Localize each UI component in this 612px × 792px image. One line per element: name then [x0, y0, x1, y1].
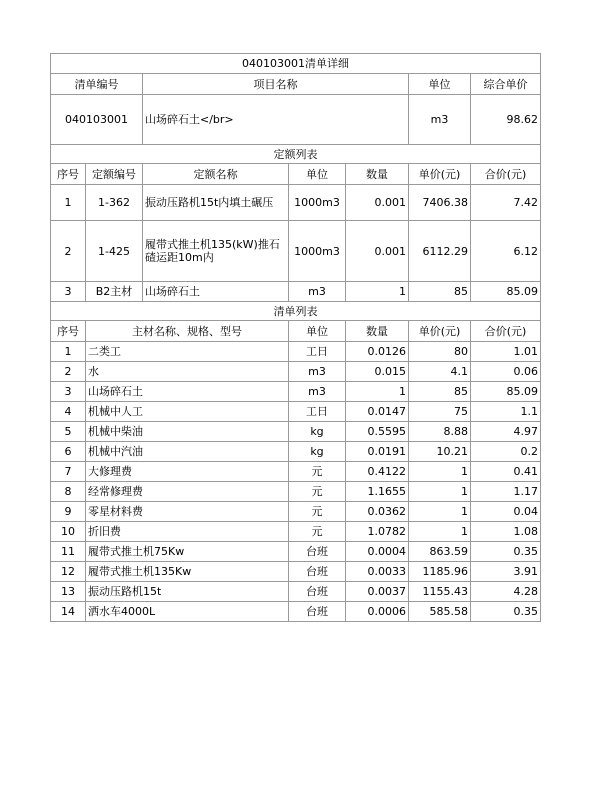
quota-name: 山场碎石土: [143, 282, 289, 302]
list-row: [51, 502, 541, 522]
list-name-header: 主材名称、规格、型号: [86, 321, 289, 342]
quota-row: [51, 221, 541, 282]
list-row-number: 8: [51, 482, 86, 502]
quota-unit: 1000m3: [289, 185, 346, 221]
list-item-quantity: 0.0191: [346, 442, 409, 462]
list-item-name: 振动压路机15t: [86, 582, 289, 602]
material-list-body: [51, 342, 541, 622]
list-row-number: 10: [51, 522, 86, 542]
quota-qty-header: 数量: [346, 164, 409, 185]
bill-unit-header: 单位: [409, 74, 471, 95]
quota-code: 1-425: [86, 221, 143, 282]
list-row-number: 13: [51, 582, 86, 602]
quota-quantity: 1: [346, 282, 409, 302]
quota-unit-price: 85: [409, 282, 471, 302]
quota-no-header: 序号: [51, 164, 86, 185]
list-item-quantity: 0.0147: [346, 402, 409, 422]
list-item-quantity: 1.1655: [346, 482, 409, 502]
list-item-name: 山场碎石土: [86, 382, 289, 402]
quota-quantity: 0.001: [346, 185, 409, 221]
list-unit-header: 单位: [289, 321, 346, 342]
list-item-name: 水: [86, 362, 289, 382]
list-item-quantity: 0.0362: [346, 502, 409, 522]
list-item-unit: m3: [289, 382, 346, 402]
list-row: [51, 562, 541, 582]
quota-quantity: 0.001: [346, 221, 409, 282]
list-item-unit-price: 85: [409, 382, 471, 402]
list-item-name: 机械中柴油: [86, 422, 289, 442]
list-row-number: 11: [51, 542, 86, 562]
bill-code: 040103001: [51, 95, 143, 145]
list-item-name: 履带式推土机135Kw: [86, 562, 289, 582]
list-row-number: 3: [51, 382, 86, 402]
list-item-unit-price: 863.59: [409, 542, 471, 562]
list-item-total: 0.06: [471, 362, 541, 382]
quota-row-number: 3: [51, 282, 86, 302]
list-item-total: 1.01: [471, 342, 541, 362]
quota-section-title: 定额列表: [51, 145, 541, 164]
list-item-unit: 台班: [289, 602, 346, 622]
list-item-name: 大修理费: [86, 462, 289, 482]
list-item-total: 0.35: [471, 602, 541, 622]
list-item-unit: kg: [289, 442, 346, 462]
list-item-unit-price: 75: [409, 402, 471, 422]
list-header-row: [51, 321, 541, 342]
list-item-unit: 工日: [289, 342, 346, 362]
list-row: [51, 602, 541, 622]
list-row: [51, 462, 541, 482]
list-item-unit-price: 4.1: [409, 362, 471, 382]
list-item-total: 0.35: [471, 542, 541, 562]
list-item-unit-price: 1185.96: [409, 562, 471, 582]
quota-row: [51, 185, 541, 221]
quota-code: B2主材: [86, 282, 143, 302]
list-item-total: 0.04: [471, 502, 541, 522]
quota-code: 1-362: [86, 185, 143, 221]
list-item-name: 机械中人工: [86, 402, 289, 422]
list-row: [51, 342, 541, 362]
list-item-quantity: 1: [346, 382, 409, 402]
list-item-quantity: 1.0782: [346, 522, 409, 542]
bill-code-header: 清单编号: [51, 74, 143, 95]
list-item-unit: m3: [289, 362, 346, 382]
list-item-unit-price: 585.58: [409, 602, 471, 622]
quota-unit: m3: [289, 282, 346, 302]
bill-unit: m3: [409, 95, 471, 145]
bill-and-quota-section: [51, 54, 541, 342]
list-item-unit: 元: [289, 522, 346, 542]
bill-row: [51, 95, 541, 145]
list-item-unit: 元: [289, 482, 346, 502]
list-item-name: 履带式推土机75Kw: [86, 542, 289, 562]
list-item-unit: 台班: [289, 582, 346, 602]
bill-name-header: 项目名称: [143, 74, 409, 95]
document-title: 040103001清单详细: [51, 54, 541, 74]
list-item-unit-price: 1: [409, 502, 471, 522]
quota-unit-header: 单位: [289, 164, 346, 185]
list-qty-header: 数量: [346, 321, 409, 342]
list-item-unit: kg: [289, 422, 346, 442]
bill-header-row: [51, 74, 541, 95]
list-item-unit: 台班: [289, 542, 346, 562]
list-item-name: 经常修理费: [86, 482, 289, 502]
list-item-name: 机械中汽油: [86, 442, 289, 462]
list-row-number: 4: [51, 402, 86, 422]
bill-name: 山场碎石土</br>: [143, 95, 409, 145]
list-item-quantity: 0.4122: [346, 462, 409, 482]
list-row: [51, 382, 541, 402]
list-item-total: 4.28: [471, 582, 541, 602]
list-item-quantity: 0.015: [346, 362, 409, 382]
list-item-total: 0.2: [471, 442, 541, 462]
list-item-total: 85.09: [471, 382, 541, 402]
list-row: [51, 522, 541, 542]
list-row: [51, 402, 541, 422]
list-unit-price-header: 单价(元): [409, 321, 471, 342]
list-item-total: 3.91: [471, 562, 541, 582]
list-item-quantity: 0.0126: [346, 342, 409, 362]
list-item-unit-price: 10.21: [409, 442, 471, 462]
list-row: [51, 442, 541, 462]
list-item-quantity: 0.5595: [346, 422, 409, 442]
list-row: [51, 482, 541, 502]
quota-total: 7.42: [471, 185, 541, 221]
list-row: [51, 422, 541, 442]
list-total-header: 合价(元): [471, 321, 541, 342]
quota-unit-price-header: 单价(元): [409, 164, 471, 185]
list-row: [51, 362, 541, 382]
quota-total: 85.09: [471, 282, 541, 302]
list-item-unit: 元: [289, 462, 346, 482]
quota-unit-price: 7406.38: [409, 185, 471, 221]
list-row-number: 5: [51, 422, 86, 442]
list-row: [51, 582, 541, 602]
quota-header-row: [51, 164, 541, 185]
quota-name: 履带式推土机135(kW)推石碴运距10m内: [143, 221, 289, 282]
list-item-quantity: 0.0033: [346, 562, 409, 582]
quota-row: [51, 282, 541, 302]
list-row-number: 2: [51, 362, 86, 382]
list-item-unit: 工日: [289, 402, 346, 422]
quota-unit: 1000m3: [289, 221, 346, 282]
list-item-quantity: 0.0037: [346, 582, 409, 602]
list-item-name: 零星材料费: [86, 502, 289, 522]
list-item-total: 0.41: [471, 462, 541, 482]
list-row-number: 12: [51, 562, 86, 582]
list-item-name: 折旧费: [86, 522, 289, 542]
list-item-total: 1.1: [471, 402, 541, 422]
list-item-quantity: 0.0004: [346, 542, 409, 562]
quota-name-header: 定额名称: [143, 164, 289, 185]
list-item-unit-price: 8.88: [409, 422, 471, 442]
quota-row-number: 1: [51, 185, 86, 221]
list-no-header: 序号: [51, 321, 86, 342]
list-section-title-row: [51, 302, 541, 321]
list-item-total: 4.97: [471, 422, 541, 442]
list-item-unit-price: 1: [409, 482, 471, 502]
list-item-name: 二类工: [86, 342, 289, 362]
list-item-quantity: 0.0006: [346, 602, 409, 622]
list-item-total: 1.08: [471, 522, 541, 542]
title-row: [51, 54, 541, 74]
list-row-number: 14: [51, 602, 86, 622]
list-item-unit-price: 1: [409, 462, 471, 482]
list-item-unit: 台班: [289, 562, 346, 582]
quota-name: 振动压路机15t内填土碾压: [143, 185, 289, 221]
quota-section-title-row: [51, 145, 541, 164]
list-row-number: 6: [51, 442, 86, 462]
list-section-title: 清单列表: [51, 302, 541, 321]
bill-price-header: 综合单价: [471, 74, 541, 95]
bill-price: 98.62: [471, 95, 541, 145]
list-item-unit-price: 1155.43: [409, 582, 471, 602]
list-row-number: 9: [51, 502, 86, 522]
list-item-total: 1.17: [471, 482, 541, 502]
list-item-unit-price: 1: [409, 522, 471, 542]
bill-detail-table: [50, 53, 541, 622]
quota-unit-price: 6112.29: [409, 221, 471, 282]
quota-row-number: 2: [51, 221, 86, 282]
list-row-number: 1: [51, 342, 86, 362]
list-row: [51, 542, 541, 562]
list-row-number: 7: [51, 462, 86, 482]
list-item-name: 洒水车4000L: [86, 602, 289, 622]
list-item-unit: 元: [289, 502, 346, 522]
quota-total: 6.12: [471, 221, 541, 282]
list-item-unit-price: 80: [409, 342, 471, 362]
quota-total-header: 合价(元): [471, 164, 541, 185]
quota-code-header: 定额编号: [86, 164, 143, 185]
